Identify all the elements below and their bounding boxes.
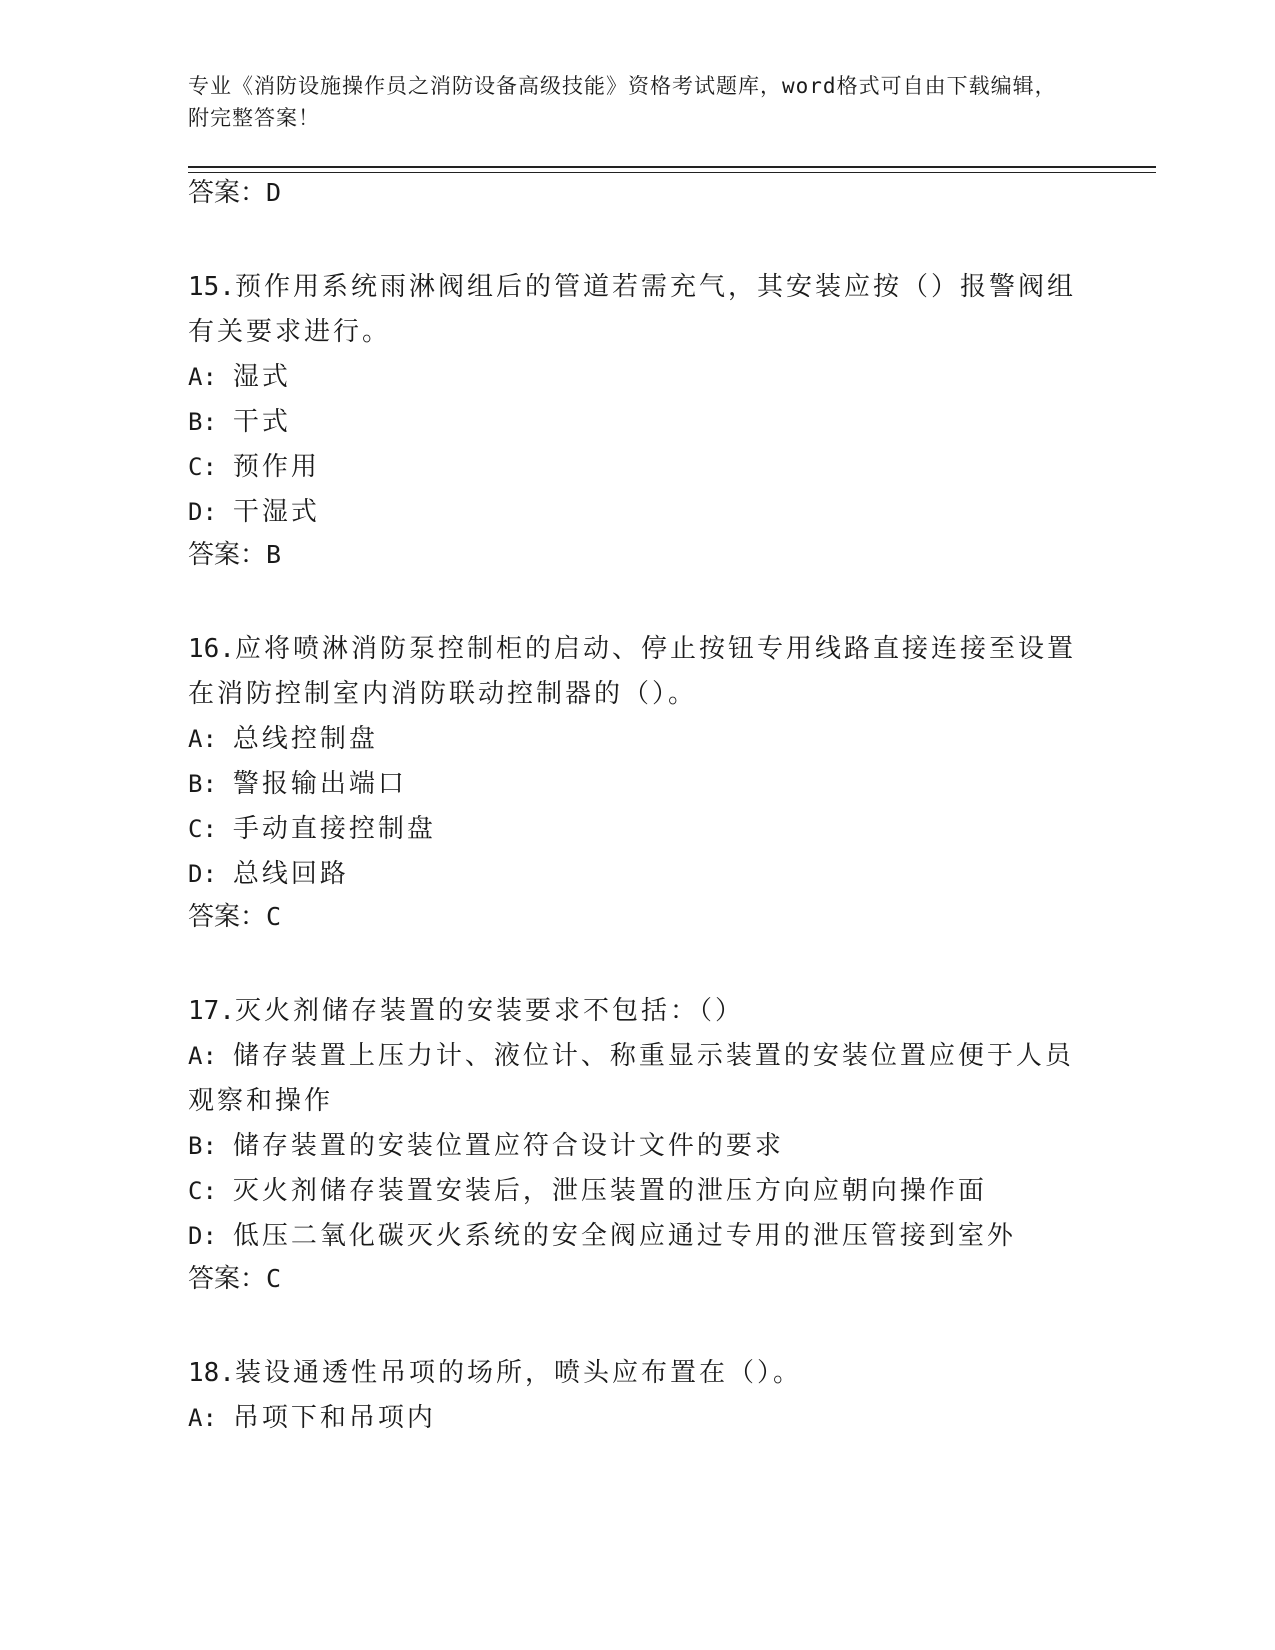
question-text: 预作用系统雨淋阀组后的管道若需充气，其安装应按（）报警阀组有关要求进行。 xyxy=(188,272,1076,347)
answer-value: C xyxy=(266,1264,282,1293)
option-text: 干湿式 xyxy=(232,497,320,527)
option-key: D: xyxy=(188,1222,217,1250)
option-key: D: xyxy=(188,860,217,888)
document-header: 专业《消防设施操作员之消防设备高级技能》资格考试题库，word格式可自由下载编辑，附完整答案！ xyxy=(188,74,1057,130)
option-key: C: xyxy=(188,1177,217,1205)
answer-line xyxy=(188,1259,1158,1299)
option-text: 干式 xyxy=(232,407,291,437)
question-number: 15. xyxy=(188,272,235,302)
option-b xyxy=(188,762,1088,807)
document-page xyxy=(188,70,1158,1441)
question-stem xyxy=(188,989,1088,1034)
option-key: A: xyxy=(188,725,217,753)
option-a xyxy=(188,1034,1088,1124)
option-b xyxy=(188,400,1088,445)
option-text: 手动直接控制盘 xyxy=(232,814,436,844)
option-text: 湿式 xyxy=(232,362,291,392)
answer-line xyxy=(188,535,1158,575)
answer-label: 答案： xyxy=(188,902,267,932)
option-d xyxy=(188,852,1088,897)
option-key: B: xyxy=(188,770,217,798)
option-key: A: xyxy=(188,1042,217,1070)
answer-line xyxy=(188,897,1158,937)
option-text: 预作用 xyxy=(232,452,320,482)
question-18 xyxy=(188,1351,1158,1441)
option-text: 吊项下和吊项内 xyxy=(232,1403,436,1433)
option-text: 储存装置上压力计、液位计、称重显示装置的安装位置应便于人员观察和操作 xyxy=(188,1041,1074,1116)
option-c xyxy=(188,445,1088,490)
option-key: A: xyxy=(188,1404,217,1432)
answer-label: 答案： xyxy=(188,540,267,570)
option-text: 警报输出端口 xyxy=(232,769,407,799)
answer-value: C xyxy=(266,902,282,931)
option-text: 储存装置的安装位置应符合设计文件的要求 xyxy=(232,1131,784,1161)
question-text: 装设通透性吊项的场所，喷头应布置在（）。 xyxy=(234,1358,802,1388)
question-number: 17. xyxy=(188,996,235,1026)
option-key: C: xyxy=(188,453,217,481)
question-stem xyxy=(188,1351,1088,1396)
question-stem xyxy=(188,265,1088,355)
option-b xyxy=(188,1124,1088,1169)
option-key: B: xyxy=(188,1132,217,1160)
option-c xyxy=(188,807,1088,852)
option-a xyxy=(188,717,1088,762)
question-text: 灭火剂储存装置的安装要求不包括：（） xyxy=(234,996,744,1026)
header-divider xyxy=(188,166,1156,173)
option-key: A: xyxy=(188,363,217,391)
option-a xyxy=(188,355,1088,400)
option-text: 总线回路 xyxy=(232,859,349,889)
option-key: C: xyxy=(188,815,217,843)
answer-label: 答案： xyxy=(188,178,267,208)
option-key: D: xyxy=(188,498,217,526)
option-c xyxy=(188,1169,1088,1214)
answer-value: D xyxy=(266,178,282,207)
option-text: 灭火剂储存装置安装后，泄压装置的泄压方向应朝向操作面 xyxy=(232,1176,987,1206)
option-key: B: xyxy=(188,408,217,436)
option-a xyxy=(188,1396,1088,1441)
answer-value: B xyxy=(266,540,282,569)
answer-line xyxy=(188,173,1158,213)
question-number: 18. xyxy=(188,1358,235,1388)
question-number: 16. xyxy=(188,634,235,664)
answer-label: 答案： xyxy=(188,1264,267,1294)
question-15 xyxy=(188,265,1158,575)
question-text: 应将喷淋消防泵控制柜的启动、停止按钮专用线路直接连接至设置在消防控制室内消防联动控制器的（）。 xyxy=(188,634,1076,709)
question-16 xyxy=(188,627,1158,937)
option-d xyxy=(188,1214,1088,1259)
question-17 xyxy=(188,989,1158,1299)
option-text: 低压二氧化碳灭火系统的安全阀应通过专用的泄压管接到室外 xyxy=(232,1221,1016,1251)
option-d xyxy=(188,490,1088,535)
option-text: 总线控制盘 xyxy=(232,724,378,754)
question-stem xyxy=(188,627,1088,717)
